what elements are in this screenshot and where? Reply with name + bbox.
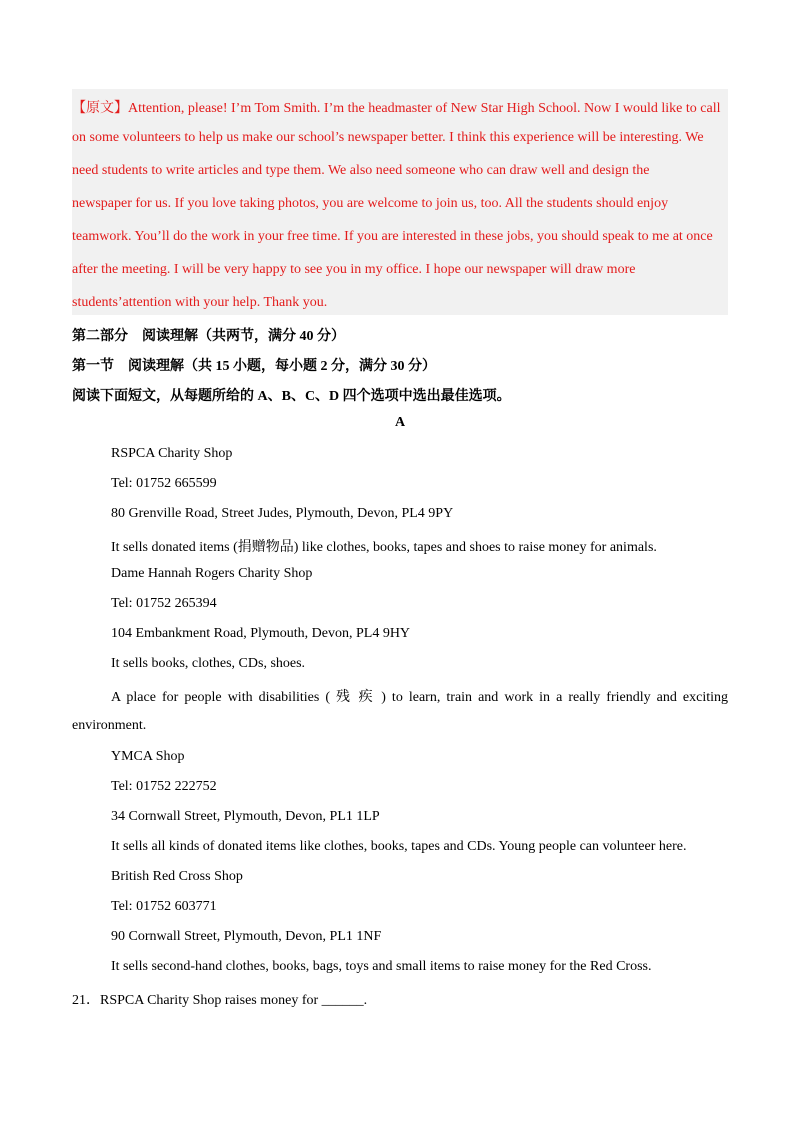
transcript-line-1: 【原文】Attention, please! I’m Tom Smith. I’m the headmaster of New Star High School. Now I would like to call	[72, 101, 721, 116]
passage-label: A	[394, 415, 406, 430]
shop2-address: 104 Embankment Road, Plymouth, Devon, PL4 9HY	[111, 626, 411, 641]
shop4-name: British Red Cross Shop	[111, 869, 243, 884]
transcript-line-7: students’attention with your help. Thank you.	[72, 295, 328, 310]
shop4-address: 90 Cornwall Street, Plymouth, Devon, PL1 1NF	[111, 929, 382, 944]
shop4-description: It sells second-hand clothes, books, bags, toys and small items to raise money for the Red Cross.	[111, 959, 652, 974]
shop1-name: RSPCA Charity Shop	[111, 446, 233, 461]
shop3-name: YMCA Shop	[111, 749, 185, 764]
transcript-line-6: after the meeting. I will be very happy to see you in my office. I hope our newspaper will draw more	[72, 262, 636, 277]
transcript-line-5: teamwork. You’ll do the work in your free time. If you are interested in these jobs, you should speak to me at once	[72, 229, 713, 244]
part-title: 第二部分 阅读理解（共两节，满分 40 分）	[72, 329, 345, 344]
shop2-description: It sells books, clothes, CDs, shoes.	[111, 656, 306, 671]
instruction: 阅读下面短文，从每题所给的 A、B、C、D 四个选项中选出最佳选项。	[72, 389, 511, 404]
transcript-line-2: on some volunteers to help us make our school’s newspaper better. I think this experience will be interesting. We	[72, 130, 704, 145]
transcript-line-4: newspaper for us. If you love taking photos, you are welcome to join us, too. All the students should enjoy	[72, 196, 669, 211]
shop2-name: Dame Hannah Rogers Charity Shop	[111, 566, 313, 581]
shop3-description: It sells all kinds of donated items like clothes, books, tapes and CDs. Young people can volunteer here.	[111, 839, 687, 854]
transcript-tag: 【原文】	[72, 101, 128, 116]
shop4-tel: Tel: 01752 603771	[111, 899, 217, 914]
section-title: 第一节 阅读理解（共 15 小题，每小题 2 分，满分 30 分）	[72, 359, 436, 374]
shop1-tel: Tel: 01752 665599	[111, 476, 217, 491]
shop1-address: 80 Grenville Road, Street Judes, Plymouth, Devon, PL4 9PY	[111, 506, 454, 521]
shop3-tel: Tel: 01752 222752	[111, 779, 217, 794]
shop2-extra-line-2: environment.	[72, 718, 147, 733]
transcript-line-3: need students to write articles and type them. We also need someone who can draw well and design the	[72, 163, 650, 178]
shop1-description: It sells donated items (捐赠物品) like clothes, books, tapes and shoes to raise money for animals.	[111, 540, 657, 555]
shop2-tel: Tel: 01752 265394	[111, 596, 217, 611]
shop3-address: 34 Cornwall Street, Plymouth, Devon, PL1 1LP	[111, 809, 380, 824]
shop2-extra-line-1: A place for people with disabilities ( 残 疾 ) to learn, train and work in a really friendly and exciting	[111, 690, 728, 705]
question-21: 21．RSPCA Charity Shop raises money for ______.	[72, 993, 368, 1008]
